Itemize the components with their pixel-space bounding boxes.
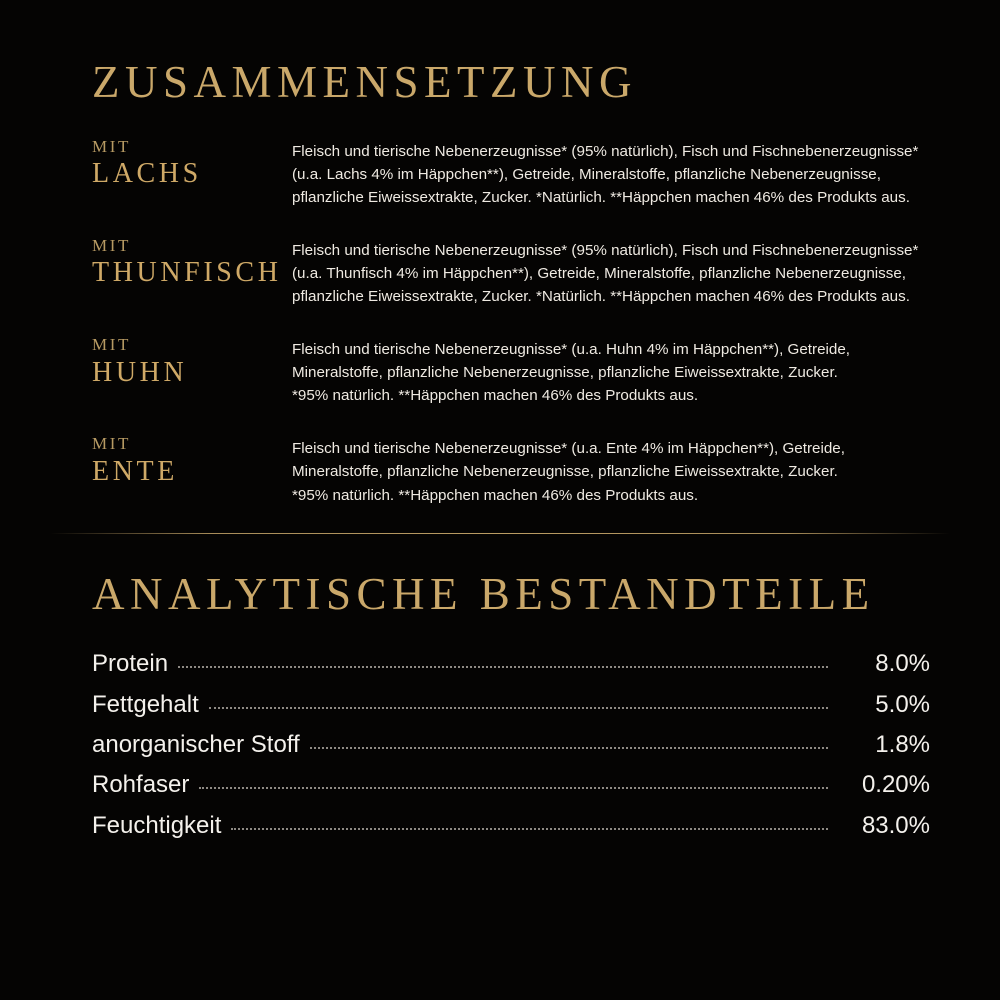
variant-name: ENTE xyxy=(92,456,178,488)
variant-description: Fleisch und tierische Nebenerzeugnisse* (u.a. Ente 4% im Häppchen**), Getreide, Mineralstoffe, pflanzliche Nebenerzeugnisse, pflanzliche Eiweissextrakte, Zucker. *95% natürlich. **Häppchen machen 46% des Produkts aus. xyxy=(292,440,845,504)
variant-label xyxy=(92,235,292,291)
analysis-row xyxy=(92,772,930,798)
analysis-row xyxy=(92,651,930,677)
analysis-value: 8.0% xyxy=(875,650,930,678)
variant-prefix: MIT xyxy=(92,434,131,454)
leader-dots xyxy=(209,706,828,709)
leader-dots xyxy=(310,746,828,749)
variant-description: Fleisch und tierische Nebenerzeugnisse* (u.a. Huhn 4% im Häppchen**), Getreide, Mineralstoffe, pflanzliche Nebenerzeugnisse, pflanzliche Eiweissextrakte, Zucker. *95% natürlich. **Häppchen machen 46% des Produkts aus. xyxy=(292,341,851,405)
analytical-title: ANALYTISCHE BESTANDTEILE xyxy=(92,568,875,619)
analysis-row xyxy=(92,813,930,839)
analysis-row xyxy=(92,732,930,758)
variant-prefix: MIT xyxy=(92,136,131,156)
variant-prefix: MIT xyxy=(92,335,131,355)
variant-label xyxy=(92,433,292,489)
variant-label xyxy=(92,136,292,192)
analytical-section xyxy=(0,534,1000,839)
variant-prefix: MIT xyxy=(92,235,131,255)
variant-description: Fleisch und tierische Nebenerzeugnisse* (95% natürlich), Fisch und Fischnebenerzeugnisse* (u.a. Lachs 4% im Häppchen**), Getreide, Mineralstoffe, pflanzliche Nebenerzeugnisse, pflanzliche Eiweissextrakte, Zucker. *Natürlich. **Häppchen machen 46% des Produkts aus. xyxy=(292,142,919,206)
analysis-value: 83.0% xyxy=(861,811,930,839)
variant-name: HUHN xyxy=(92,356,188,388)
variant-name: LACHS xyxy=(92,158,202,190)
leader-dots xyxy=(231,827,828,830)
analysis-row xyxy=(92,692,930,718)
variant-description: Fleisch und tierische Nebenerzeugnisse* (95% natürlich), Fisch und Fischnebenerzeugnisse* (u.a. Thunfisch 4% im Häppchen**), Getreide, Mineralstoffe, pflanzliche Nebenerzeugnisse, pflanzliche Eiweissextrakte, Zucker. *Natürlich. **Häppchen machen 46% des Produkts aus. xyxy=(292,241,919,305)
variant-row xyxy=(92,433,938,506)
analysis-label: Feuchtigkeit xyxy=(92,811,222,839)
variant-name: THUNFISCH xyxy=(92,257,282,289)
analysis-value: 1.8% xyxy=(875,730,930,758)
analysis-label: Protein xyxy=(92,650,169,678)
analysis-value: 0.20% xyxy=(861,771,930,799)
analysis-label: anorganischer Stoff xyxy=(92,730,300,758)
composition-title: ZUSAMMENSETZUNG xyxy=(92,57,638,107)
variant-row xyxy=(92,136,938,209)
variant-row xyxy=(92,235,938,308)
leader-dots xyxy=(199,786,828,789)
variant-label xyxy=(92,334,292,390)
analysis-label: Fettgehalt xyxy=(92,690,199,718)
analysis-value: 5.0% xyxy=(875,690,930,718)
variant-row xyxy=(92,334,938,407)
leader-dots xyxy=(178,665,828,668)
analysis-label: Rohfaser xyxy=(92,771,190,799)
